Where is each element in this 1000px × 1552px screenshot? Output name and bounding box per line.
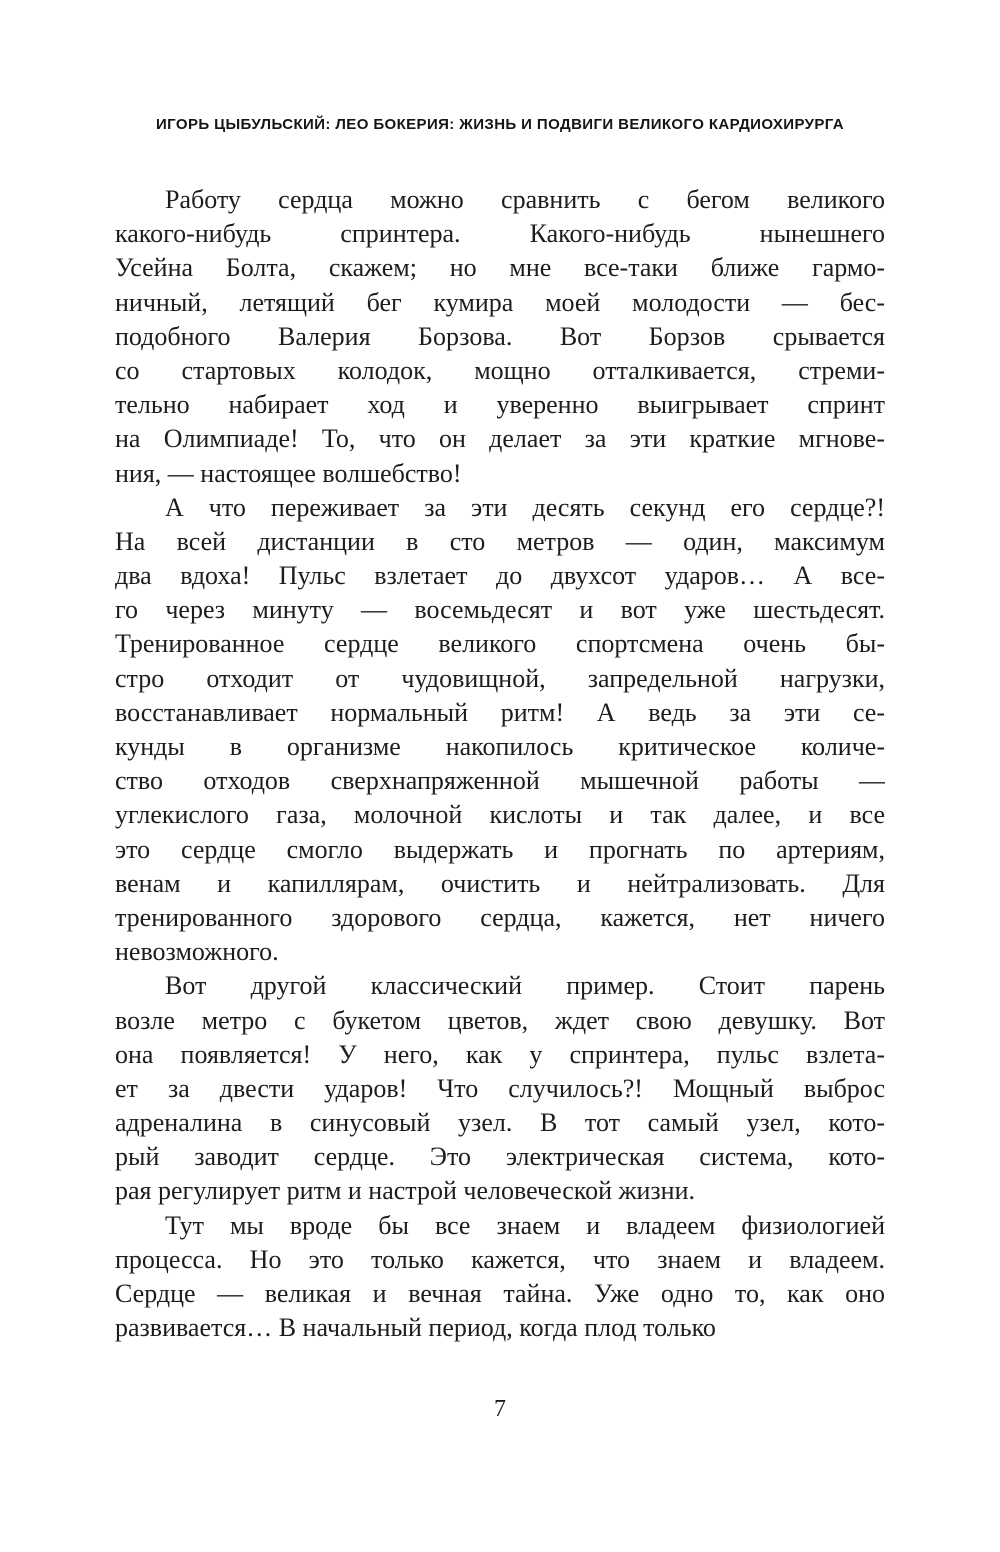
paragraph	[115, 491, 885, 970]
text-line: Вот другой классический пример. Стоит парень	[165, 971, 885, 1001]
paragraph	[115, 183, 885, 491]
text-line: стро отходит от чудовищной, запредельной нагрузки,	[115, 663, 885, 693]
text-line: углекислого газа, молочной кислоты и так далее, и все	[115, 800, 885, 830]
text-line: невозможного.	[115, 937, 279, 967]
text-line: Сердце — великая и вечная тайна. Уже одно то, как оно	[115, 1279, 885, 1308]
text-line: кунды в организме накопилось критическое количе-	[115, 732, 885, 761]
text-line: она появляется! У него, как у спринтера, пульс взлета-	[115, 1039, 885, 1069]
text-line: адреналина в синусовый узел. В тот самый узел, кото-	[115, 1108, 885, 1138]
text-line: Работу сердца можно сравнить с бегом великого	[165, 185, 885, 214]
text-line: это сердце смогло выдержать и прогнать по артериям,	[115, 834, 885, 864]
text-line: рый заводит сердце. Это электрическая система, кото-	[115, 1142, 885, 1172]
running-header: ИГОРЬ ЦЫБУЛЬСКИЙ: ЛЕО БОКЕРИЯ: ЖИЗНЬ И ПОДВИГИ ВЕЛИКОГО КАРДИОХИРУРГА	[156, 116, 844, 133]
paragraph	[115, 1209, 885, 1346]
text-line: Усейна Болта, скажем; но мне все-таки ближе гармо-	[115, 253, 885, 283]
text-line: два вдоха! Пульс взлетает до двухсот ударов… А все-	[115, 561, 885, 591]
text-line: тренированного здорового сердца, кажется, нет ничего	[115, 902, 885, 932]
text-line: На всей дистанции в сто метров — один, максимум	[115, 526, 885, 556]
text-line: подобного Валерия Борзова. Вот Борзов срывается	[115, 321, 885, 351]
text-line: возле метро с букетом цветов, ждет свою девушку. Вот	[115, 1005, 885, 1035]
text-line: развивается… В начальный период, когда плод только	[115, 1313, 716, 1343]
text-line: на Олимпиаде! То, что он делает за эти краткие мгнове-	[115, 424, 885, 454]
text-line: процесса. Но это только кажется, что знаем и владеем.	[115, 1244, 885, 1274]
text-line: ство отходов сверхнапряженной мышечной работы —	[115, 766, 885, 796]
text-line: со стартовых колодок, мощно отталкивается, стреми-	[115, 355, 885, 385]
text-line: тельно набирает ход и уверенно выигрывает спринт	[115, 390, 885, 420]
text-line: ет за двести ударов! Что случилось?! Мощный выброс	[115, 1073, 885, 1103]
text-line: венам и капиллярам, очистить и нейтрализовать. Для	[115, 868, 885, 898]
paragraph	[115, 969, 885, 1208]
text-line: рая регулирует ритм и настрой человеческой жизни.	[115, 1176, 696, 1206]
text-line: ния, — настоящее волшебство!	[115, 458, 462, 488]
text-line: восстанавливает нормальный ритм! А ведь за эти се-	[115, 697, 885, 727]
page-body	[115, 183, 885, 1345]
text-line: ничный, летящий бег кумира моей молодости — бес-	[115, 287, 885, 317]
page-number: 7	[494, 1396, 506, 1422]
text-line: Тренированное сердце великого спортсмена очень бы-	[115, 629, 885, 659]
text-line: какого-нибудь спринтера. Какого-нибудь нынешнего	[115, 219, 885, 249]
text-line: Тут мы вроде бы все знаем и владеем физиологией	[165, 1210, 885, 1240]
text-line: А что переживает за эти десять секунд его сердце?!	[165, 492, 885, 522]
text-line: го через минуту — восемьдесят и вот уже шестьдесят.	[115, 595, 885, 625]
